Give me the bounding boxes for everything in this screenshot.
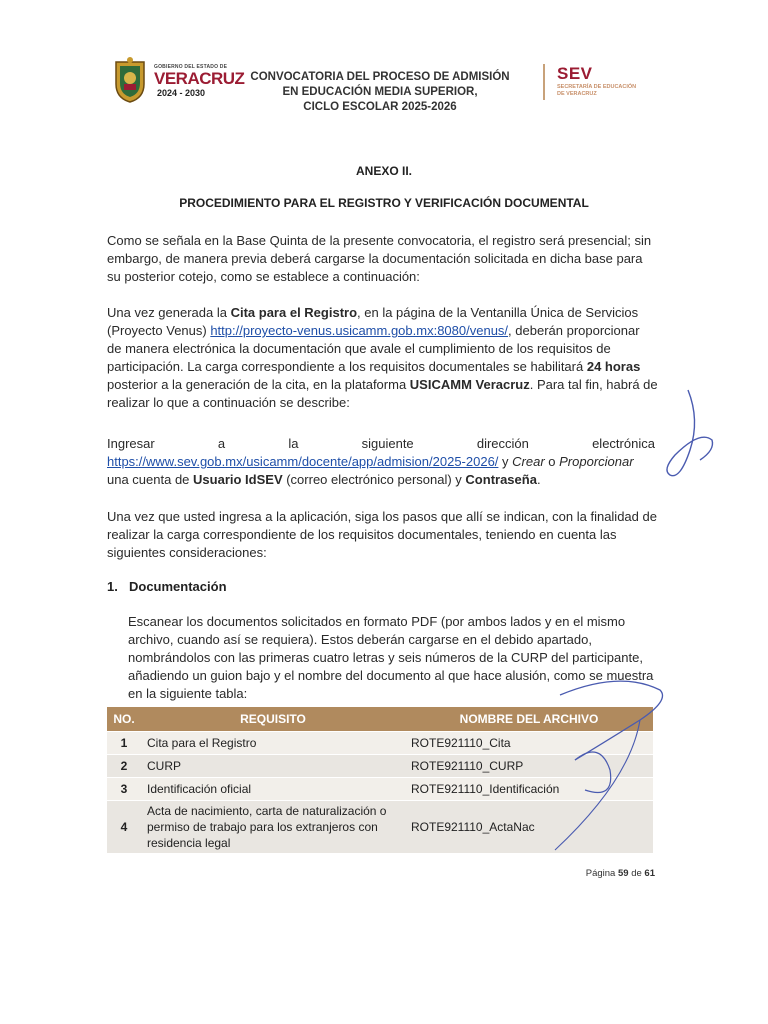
text-line (107, 250, 655, 268)
text-span: (correo electrónico personal) y (282, 472, 466, 487)
text-line (128, 667, 655, 685)
text-span: su posterior cotejo, como se establece a continuación: (107, 269, 420, 284)
text-line (107, 358, 655, 376)
section-title: Documentación (129, 579, 227, 594)
text-span: dirección (476, 436, 529, 451)
text-line (107, 376, 658, 394)
text-line (128, 685, 655, 703)
row-requisito: CURP (141, 755, 405, 778)
row-archivo: ROTE921110_Cita (405, 732, 653, 755)
text-line (107, 453, 655, 471)
title-line-2: EN EDUCACIÓN MEDIA SUPERIOR, (282, 86, 478, 98)
logo-line-years: 2024 - 2030 (157, 88, 206, 98)
sev-acronym: SEV (557, 64, 593, 83)
italic-text: Crear (512, 454, 545, 469)
text-span: posterior a la generación de la cita, en la plataforma (107, 377, 410, 392)
table-header-row (107, 707, 653, 732)
procedure-title: PROCEDIMIENTO PARA EL REGISTRO Y VERIFICACIÓN DOCUMENTAL (179, 196, 589, 210)
section-number: 1. (107, 579, 118, 594)
title-line-1: CONVOCATORIA DEL PROCESO DE ADMISIÓN (250, 71, 510, 83)
header-divider (543, 64, 545, 100)
total-pages: 61 (644, 868, 655, 879)
logo-line-government: GOBIERNO DEL ESTADO DE (154, 64, 228, 70)
text-span: . Para tal fin, habrá de (529, 377, 658, 392)
usicamm-link[interactable]: https://www.sev.gob.mx/usicamm/docente/app/admision/2025-2026/ (107, 454, 499, 469)
row-archivo: ROTE921110_ActaNac (405, 801, 653, 854)
paragraph-escanear (128, 613, 655, 703)
table-row (107, 778, 653, 801)
sev-line-1: SECRETARÍA DE EDUCACIÓN (557, 84, 637, 90)
text-line (107, 526, 655, 544)
title-line-3: CICLO ESCOLAR 2025-2026 (303, 101, 457, 113)
text-line (107, 340, 655, 358)
text-span: nombrándolos con las primeras cuatro letras y seis números de la CURP del participante, (128, 650, 643, 665)
text-span: siguientes consideraciones: (107, 545, 267, 560)
table-row (107, 755, 653, 778)
text-line (128, 613, 655, 631)
text-line (107, 508, 655, 526)
of-label: de (631, 868, 642, 879)
text-span: una cuenta de (107, 472, 194, 487)
text-line (107, 322, 655, 340)
text-span: archivo, cuando así se requiera). Estos deberán cargarse en el debido apartado, (128, 632, 592, 647)
text-line (107, 268, 655, 286)
text-span: siguiente (361, 436, 414, 451)
bold-text: USICAMM Veracruz (409, 377, 530, 392)
table-row (107, 801, 653, 854)
text-span: embargo, de manera previa deberá cargarse la documentación solicitada en dicha base para (107, 251, 643, 266)
text-span: Ingresar (107, 436, 155, 451)
text-span: . (536, 472, 541, 487)
text-span: añadiendo un guion bajo y el nombre del documento al que hace alusión, como se muestra (128, 668, 654, 683)
text-span: , en la página de la Ventanilla Única de Servicios (357, 305, 639, 320)
venus-link[interactable]: http://proyecto-venus.usicamm.gob.mx:8080/venus/ (210, 323, 509, 338)
text-line (107, 304, 655, 322)
text-span: Como se señala en la Base Quinta de la presente convocatoria, el registro será presencial; sin (107, 233, 652, 248)
row-number: 2 (107, 755, 141, 778)
requisito-line: Acta de nacimiento, carta de naturalización o (147, 804, 387, 818)
paragraph-aplicacion (107, 508, 655, 562)
text-span: participación. La carga correspondiente a los requisitos documentales se habilitará (107, 359, 587, 374)
row-requisito (141, 801, 405, 854)
header-archivo: NOMBRE DEL ARCHIVO (405, 707, 653, 732)
paragraph-cita (107, 304, 658, 412)
logo-line-veracruz: VERACRUZ (154, 69, 245, 88)
text-span: la (288, 436, 299, 451)
row-number: 3 (107, 778, 141, 801)
paragraph-ingresar (107, 435, 655, 489)
row-archivo: ROTE921110_CURP (405, 755, 653, 778)
requirements-table (107, 707, 653, 853)
annex-title: ANEXO II. (355, 164, 412, 178)
current-page: 59 (617, 868, 629, 879)
coat-of-arms-icon (110, 56, 150, 104)
text-span: Una vez generada la (107, 305, 231, 320)
text-line (107, 544, 655, 562)
text-line (107, 232, 655, 250)
section-heading-documentacion (107, 579, 227, 594)
header-requisito: REQUISITO (141, 707, 405, 732)
requisito-line: permiso de trabajo para los extranjeros con (147, 820, 378, 834)
text-span: en la siguiente tabla: (128, 686, 248, 701)
text-span: electrónica (592, 436, 655, 451)
text-line (107, 435, 655, 453)
text-line (128, 631, 655, 649)
text-span: (Proyecto Venus) (107, 323, 211, 338)
sev-line-2: DE VERACRUZ (557, 90, 597, 97)
row-number: 4 (107, 801, 141, 854)
text-span: realizar lo que a continuación se describe: (107, 395, 350, 410)
bold-text: Cita para el Registro (230, 305, 358, 320)
page-label: Página (585, 868, 616, 879)
row-number: 1 (107, 732, 141, 755)
text-line (107, 394, 655, 412)
bold-text: Usuario IdSEV (193, 472, 283, 487)
text-span: de manera electrónica la documentación que avale el cumplimiento de los requisitos de (107, 341, 611, 356)
table-row (107, 732, 653, 755)
text-span: Escanear los documentos solicitados en formato PDF (por ambos lados y en el mismo (128, 614, 626, 629)
row-archivo: ROTE921110_Identificación (405, 778, 653, 801)
page-number (560, 868, 655, 879)
text-span: o (544, 454, 560, 469)
text-span: a (217, 436, 226, 451)
header-no: NO. (107, 707, 141, 732)
italic-text: Proporcionar (559, 454, 634, 469)
requisito-line: residencia legal (147, 836, 231, 850)
paragraph-intro (107, 232, 655, 286)
text-span: Una vez que usted ingresa a la aplicación, siga los pasos que allí se indican, con la finalidad de (107, 509, 657, 524)
bold-text: 24 horas (586, 359, 641, 374)
convocatoria-title (235, 70, 525, 115)
bold-text: Contraseña (465, 472, 537, 487)
text-span: , deberán proporcionar (508, 323, 640, 338)
row-requisito: Cita para el Registro (141, 732, 405, 755)
text-span: y (498, 454, 513, 469)
text-line (128, 649, 655, 667)
text-line (107, 471, 655, 489)
sev-logo (557, 64, 636, 97)
text-span: realizar la carga correspondiente de los requisitos documentales, teniendo en cuenta las (107, 527, 617, 542)
row-requisito: Identificación oficial (141, 778, 405, 801)
